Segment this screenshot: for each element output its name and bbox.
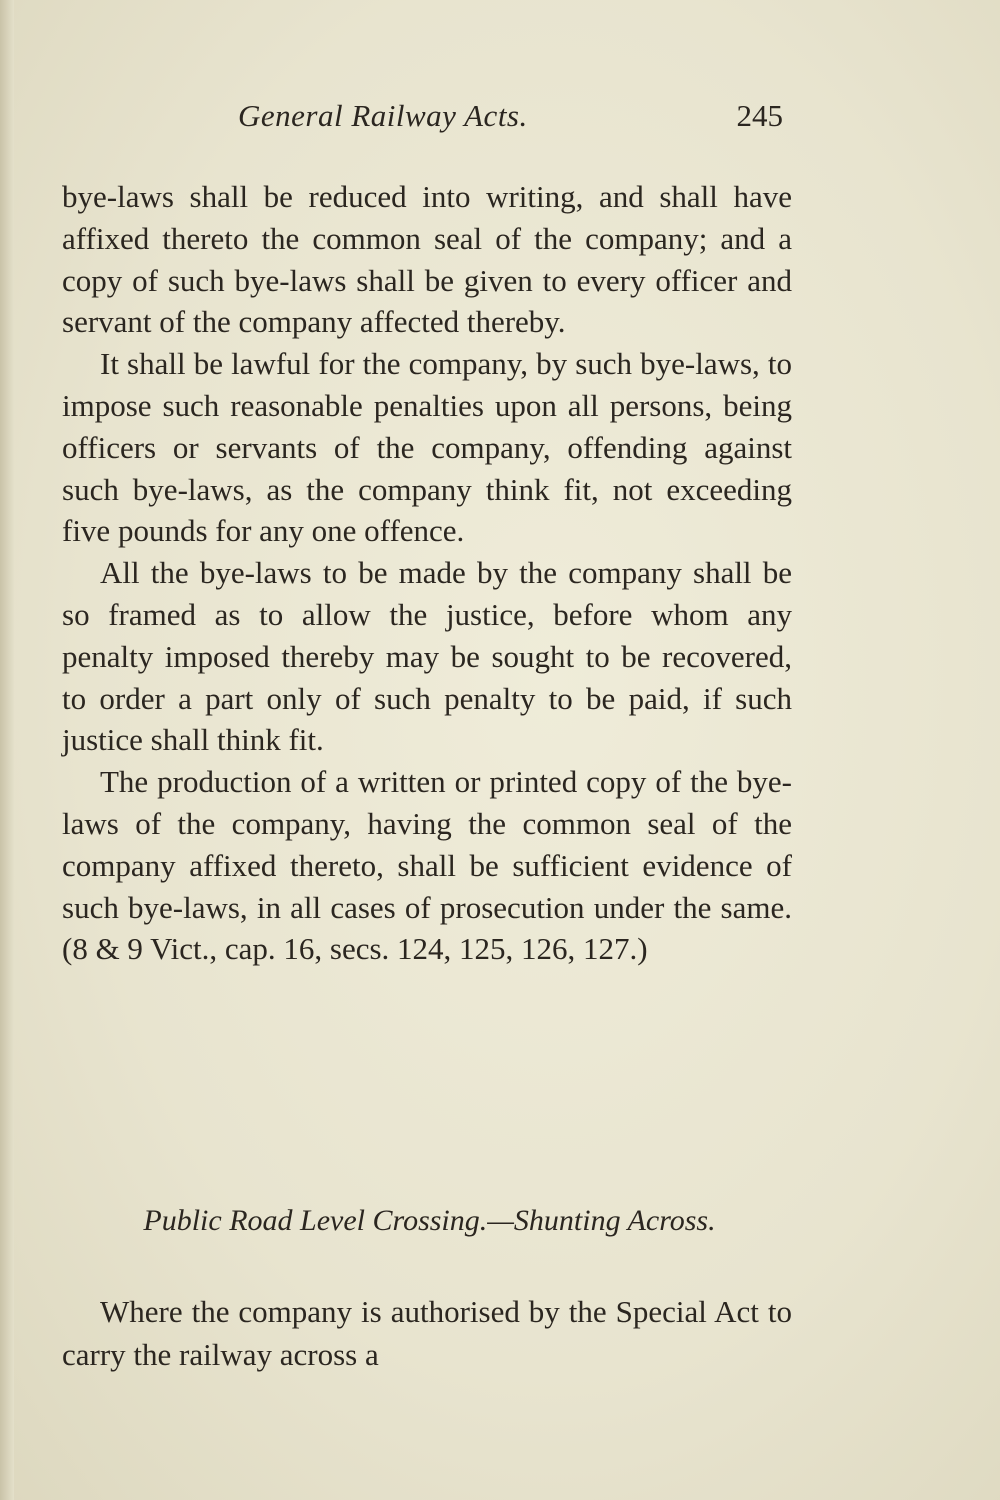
paragraph-2: It shall be lawful for the company, by such bye-laws, to impose such reasonable penalties upon all persons, being officers or servants of the company, offending against such bye-laws, as the company think fit, not exceeding five pounds for any one offence. bbox=[62, 346, 792, 549]
section-text-block bbox=[62, 1290, 792, 1376]
section-paragraph-1: Where the company is authorised by the Special Act to carry the railway across a bbox=[62, 1294, 792, 1372]
main-text-block bbox=[62, 176, 792, 970]
paragraph-4: The production of a written or printed copy of the bye-laws of the company, having the common seal of the company affixed thereto, shall be sufficient evidence of such bye-laws, in all cases of prosecution under the same. (8 & 9 Vict., cap. 16, secs. 124, 125, 126, 127.) bbox=[62, 764, 792, 967]
page-gutter-edge bbox=[0, 0, 14, 1500]
page-number: 245 bbox=[736, 98, 783, 133]
paragraph-3: All the bye-laws to be made by the company shall be so framed as to allow the justice, before whom any penalty imposed thereby may be sought to be recovered, to order a part only of such penalty to be paid, if such justice shall think fit. bbox=[62, 555, 792, 758]
paragraph-1: bye-laws shall be reduced into writing, and shall have affixed thereto the common seal of the company; and a copy of such bye-laws shall be given to every officer and servant of the company affected thereby. bbox=[62, 179, 792, 340]
page-header bbox=[238, 98, 783, 142]
running-title: General Railway Acts. bbox=[238, 98, 528, 133]
section-heading: Public Road Level Crossing.—Shunting Across. bbox=[143, 1204, 716, 1237]
